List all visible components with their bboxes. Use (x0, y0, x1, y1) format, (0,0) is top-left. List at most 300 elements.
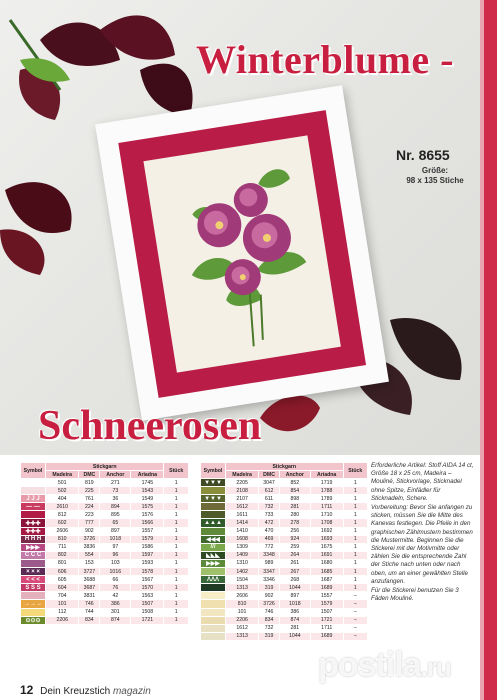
table-row (21, 511, 189, 519)
table-row (201, 535, 368, 543)
cell-stueck: 1 (164, 584, 189, 592)
symbol-swatch (201, 568, 226, 576)
cell-stueck: 1 (343, 543, 367, 551)
cell-stueck: 1 (164, 487, 189, 495)
cell-ariadna: 1691 (310, 551, 343, 559)
cell-dmc: 732 (259, 503, 280, 511)
cell-stueck: 1 (164, 568, 189, 576)
col-ariadna: Ariadna (310, 471, 343, 479)
table-row (201, 495, 368, 503)
symbol-swatch (201, 487, 226, 495)
table-row (21, 487, 189, 495)
title-winterblume: Winterblume - (196, 37, 454, 82)
cell-anchor: 267 (279, 568, 310, 576)
col-group-stickgarn: Stickgarn (226, 463, 344, 471)
cell-madeira: 1608 (226, 535, 259, 543)
cell-ariadna: 1579 (131, 535, 164, 543)
table-row (21, 592, 189, 600)
cell-stueck: 1 (343, 527, 367, 535)
cell-madeira: 602 (46, 519, 79, 527)
cell-dmc: 3726 (259, 600, 280, 608)
thread-table-right (200, 462, 368, 641)
cell-ariadna: 1597 (131, 551, 164, 559)
symbol-swatch (201, 584, 226, 592)
table-row (201, 576, 368, 584)
cell-ariadna: 1689 (310, 632, 343, 640)
cell-madeira: 704 (46, 592, 79, 600)
cell-dmc: 554 (79, 551, 100, 559)
symbol-swatch: S S S (21, 584, 46, 592)
cell-stueck: 1 (343, 584, 367, 592)
cell-stueck: 1 (164, 616, 189, 624)
cell-ariadna: 1567 (131, 576, 164, 584)
table-row (201, 559, 368, 567)
cell-dmc: 224 (79, 503, 100, 511)
pattern-size (400, 166, 470, 186)
table-row (21, 503, 189, 511)
cell-dmc: 772 (259, 543, 280, 551)
cell-madeira: 2606 (46, 527, 79, 535)
cell-anchor: 281 (279, 624, 310, 632)
symbol-swatch: — — (21, 503, 46, 511)
symbol-swatch: ▼▼▼ (201, 495, 226, 503)
cell-madeira: 711 (46, 543, 79, 551)
cell-dmc: 3687 (79, 584, 100, 592)
cell-anchor: 924 (279, 535, 310, 543)
cell-ariadna: 1721 (131, 616, 164, 624)
cell-madeira: 606 (46, 568, 79, 576)
cell-madeira: 1414 (226, 519, 259, 527)
cell-dmc: 3726 (79, 535, 100, 543)
cell-madeira: 2206 (226, 616, 259, 624)
cell-dmc: 902 (259, 592, 280, 600)
instructions-threads: Für die Stickerei benutzen Sie 3 Fäden Mouliné. (371, 587, 459, 603)
cell-madeira: 604 (46, 584, 79, 592)
table-row (201, 600, 368, 608)
cell-anchor: 301 (100, 608, 131, 616)
pattern-size-label: Größe: (421, 166, 449, 175)
col-dmc: DMC (79, 471, 100, 479)
cell-dmc: 319 (259, 584, 280, 592)
symbol-swatch (21, 559, 46, 567)
cell-madeira: 802 (46, 551, 79, 559)
instructions-materials: Erforderliche Artikel: Stoff AIDA 14 ct, Größe 18 x 25 cm, Madeira – Mouliné, Stickvorlage, Sticknadel ohne Spitze, Einfädler für Sticknadeln, Schere. (371, 462, 474, 502)
cell-anchor: 261 (279, 559, 310, 567)
table-row (21, 543, 189, 551)
cell-dmc: 469 (259, 535, 280, 543)
col-ariadna: Ariadna (131, 471, 164, 479)
col-dmc: DMC (259, 471, 280, 479)
cell-ariadna: 1579 (310, 600, 343, 608)
cell-ariadna: 1719 (310, 479, 343, 487)
symbol-swatch (21, 511, 46, 519)
cell-anchor: 256 (279, 527, 310, 535)
instructions-preparation: Vorbereitung: Bevor Sie anfangen zu sticken, müssen Sie die Mitte des Kanevas festlegen. Die Pfeile in den graphischen Zählmustern bestimmen die Mustermitte. Beginnen Sie die Stickerei mit der Motivmitte oder zählen Sie die entsprechende Zahl der Stiche nach unten oder nach oben, um an einer gewählten Stelle anzufangen. (371, 504, 473, 585)
page-edge-tab (480, 0, 497, 700)
col-group-stickgarn: Stickgarn (46, 463, 164, 471)
cell-madeira: 1309 (226, 543, 259, 551)
symbol-swatch: ✚✚✚ (21, 527, 46, 535)
cell-ariadna: 1586 (131, 543, 164, 551)
table-row (201, 584, 368, 592)
table-row (201, 592, 368, 600)
symbol-swatch (21, 487, 46, 495)
cell-ariadna: 1549 (131, 495, 164, 503)
table-row (201, 519, 368, 527)
cell-stueck: – (343, 616, 367, 624)
symbol-swatch (201, 632, 226, 640)
symbol-swatch (201, 608, 226, 616)
page-number: 12 (20, 683, 34, 697)
cell-madeira: 1313 (226, 584, 259, 592)
cell-dmc: 834 (259, 616, 280, 624)
cell-stueck: – (343, 600, 367, 608)
symbol-swatch: ▶▶▶ (201, 559, 226, 567)
cell-dmc: 3047 (259, 479, 280, 487)
cell-ariadna: 1578 (131, 568, 164, 576)
cell-ariadna: 1692 (310, 527, 343, 535)
cell-dmc: 612 (259, 487, 280, 495)
symbol-swatch: × × × (21, 568, 46, 576)
cell-anchor: 280 (279, 511, 310, 519)
page-footer (20, 683, 151, 697)
magazine-name: Dein Kreuzstich (40, 686, 111, 697)
cell-dmc: 732 (259, 624, 280, 632)
symbol-swatch (201, 527, 226, 535)
cell-anchor: 854 (279, 487, 310, 495)
symbol-swatch: · · (21, 479, 46, 487)
cell-stueck: 1 (343, 503, 367, 511)
cell-anchor: 1018 (100, 535, 131, 543)
table-row (21, 576, 189, 584)
cell-dmc: 153 (79, 559, 100, 567)
cell-anchor: 73 (100, 487, 131, 495)
col-symbol: Symbol (21, 463, 46, 479)
symbol-swatch: ⊙⊙⊙ (21, 616, 46, 624)
cell-madeira: 2206 (46, 616, 79, 624)
cell-madeira: 112 (46, 608, 79, 616)
cell-madeira: 101 (226, 608, 259, 616)
col-anchor: Anchor (100, 471, 131, 479)
cell-ariadna: 1563 (131, 592, 164, 600)
table-row (201, 551, 368, 559)
cell-madeira: 801 (46, 559, 79, 567)
symbol-swatch: ◀◀◀ (201, 535, 226, 543)
cell-stueck: 1 (164, 511, 189, 519)
table-row (21, 495, 189, 503)
cell-dmc: 319 (259, 632, 280, 640)
symbol-swatch (201, 600, 226, 608)
cell-stueck: 1 (164, 592, 189, 600)
table-row (21, 479, 189, 487)
cell-stueck: 1 (343, 511, 367, 519)
table-row (201, 632, 368, 640)
cell-stueck: 1 (164, 519, 189, 527)
table-row (21, 527, 189, 535)
watermark (318, 646, 451, 685)
table-row (21, 559, 189, 567)
cell-stueck: 1 (343, 479, 367, 487)
embroidery-canvas (143, 135, 340, 372)
symbol-swatch: ▼▼▼ (201, 479, 226, 487)
thread-table-left (20, 462, 189, 625)
cell-stueck: 1 (164, 527, 189, 535)
cell-madeira: 810 (226, 600, 259, 608)
cell-madeira: 1410 (226, 527, 259, 535)
symbol-swatch (21, 608, 46, 616)
table-row (201, 503, 368, 511)
page-edge-strip (480, 0, 484, 700)
cell-anchor: 1018 (279, 600, 310, 608)
cell-dmc: 223 (79, 511, 100, 519)
cell-dmc: 902 (79, 527, 100, 535)
cell-madeira: 812 (46, 511, 79, 519)
cell-ariadna: 1507 (310, 608, 343, 616)
symbol-swatch: /// (201, 543, 226, 551)
cell-anchor: 268 (279, 576, 310, 584)
symbol-swatch: →→→ (21, 600, 46, 608)
cell-anchor: 103 (100, 559, 131, 567)
cell-anchor: 278 (279, 519, 310, 527)
cell-madeira: 2108 (226, 487, 259, 495)
symbol-swatch (201, 503, 226, 511)
cell-anchor: 97 (100, 543, 131, 551)
cell-anchor: 66 (100, 576, 131, 584)
table-row (201, 616, 368, 624)
cell-ariadna: 1711 (310, 624, 343, 632)
cell-stueck: 1 (343, 519, 367, 527)
cell-ariadna: 1789 (310, 495, 343, 503)
symbol-swatch: ΛΛΛ (201, 576, 226, 584)
cell-dmc: 611 (259, 495, 280, 503)
cell-stueck: – (343, 632, 367, 640)
cell-ariadna: 1710 (310, 511, 343, 519)
cell-stueck: 1 (343, 576, 367, 584)
table-row (21, 568, 189, 576)
magazine-suffix: magazin (112, 686, 151, 697)
table-row (201, 479, 368, 487)
symbol-swatch (201, 616, 226, 624)
cell-madeira: 2606 (226, 592, 259, 600)
pattern-size-value: 98 x 135 Stiche (406, 176, 464, 185)
cell-anchor: 96 (100, 551, 131, 559)
watermark-text: postila (318, 646, 421, 684)
cell-madeira: 502 (46, 487, 79, 495)
cell-ariadna: 1575 (131, 503, 164, 511)
cell-anchor: 386 (100, 600, 131, 608)
cell-anchor: 76 (100, 584, 131, 592)
cell-stueck: 1 (343, 559, 367, 567)
cell-dmc: 746 (259, 608, 280, 616)
cell-stueck: – (343, 608, 367, 616)
cell-madeira: 1612 (226, 503, 259, 511)
cell-anchor: 894 (100, 503, 131, 511)
cell-anchor: 852 (279, 479, 310, 487)
cell-stueck: 1 (164, 608, 189, 616)
cell-stueck: 1 (164, 600, 189, 608)
cell-stueck: 1 (164, 535, 189, 543)
cell-ariadna: 1788 (310, 487, 343, 495)
cell-madeira: 1310 (226, 559, 259, 567)
col-anchor: Anchor (279, 471, 310, 479)
cell-madeira: 1402 (226, 568, 259, 576)
cell-ariadna: 1675 (310, 543, 343, 551)
table-row (21, 535, 189, 543)
table-row (21, 600, 189, 608)
table-row (201, 487, 368, 495)
cell-anchor: 271 (100, 479, 131, 487)
pattern-number: Nr. 8655 (396, 147, 450, 163)
table-row (201, 624, 368, 632)
table-row (21, 584, 189, 592)
cell-anchor: 874 (100, 616, 131, 624)
cell-dmc: 777 (79, 519, 100, 527)
cell-dmc: 3688 (79, 576, 100, 584)
cell-anchor: 36 (100, 495, 131, 503)
symbol-swatch: ▶▶▶ (21, 543, 46, 551)
title-schneerosen: Schneerosen (38, 403, 262, 449)
cell-dmc: 744 (79, 608, 100, 616)
symbol-swatch: ✚✚✚ (21, 519, 46, 527)
cell-stueck: 1 (164, 503, 189, 511)
symbol-swatch (201, 592, 226, 600)
table-row (21, 616, 189, 624)
cell-ariadna: 1689 (310, 584, 343, 592)
cell-madeira: 1504 (226, 576, 259, 584)
cell-madeira: 101 (46, 600, 79, 608)
cell-madeira: 1612 (226, 624, 259, 632)
cell-madeira: 2610 (46, 503, 79, 511)
cell-stueck: 1 (343, 487, 367, 495)
table-row (21, 608, 189, 616)
symbol-swatch: < < < (21, 576, 46, 584)
table-row (201, 511, 368, 519)
cell-anchor: 1044 (279, 584, 310, 592)
col-madeira: Madeira (46, 471, 79, 479)
cell-anchor: 386 (279, 608, 310, 616)
cell-dmc: 746 (79, 600, 100, 608)
cell-madeira: 2205 (226, 479, 259, 487)
cell-ariadna: 1711 (310, 503, 343, 511)
cell-dmc: 225 (79, 487, 100, 495)
hellebore-flower-icon (143, 135, 340, 372)
cell-madeira: 501 (46, 479, 79, 487)
cell-ariadna: 1687 (310, 576, 343, 584)
symbol-swatch: ▲▲▲ (201, 519, 226, 527)
cell-dmc: 3831 (79, 592, 100, 600)
cell-dmc: 3727 (79, 568, 100, 576)
cell-madeira: 1409 (226, 551, 259, 559)
cell-stueck: 1 (164, 495, 189, 503)
cell-dmc: 3836 (79, 543, 100, 551)
cell-ariadna: 1557 (310, 592, 343, 600)
cell-ariadna: 1566 (131, 519, 164, 527)
cell-madeira: 810 (46, 535, 79, 543)
cell-madeira: 1313 (226, 632, 259, 640)
watermark-suffix: .ru (420, 652, 451, 682)
cell-ariadna: 1721 (310, 616, 343, 624)
symbol-swatch: J J J (21, 495, 46, 503)
cell-madeira: 404 (46, 495, 79, 503)
cell-dmc: 3346 (259, 576, 280, 584)
cell-dmc: 819 (79, 479, 100, 487)
symbol-swatch: ◣◣◣ (201, 551, 226, 559)
col-madeira: Madeira (226, 471, 259, 479)
cell-anchor: 898 (279, 495, 310, 503)
cell-dmc: 472 (259, 519, 280, 527)
cell-dmc: 761 (79, 495, 100, 503)
cell-anchor: 895 (100, 511, 131, 519)
table-row (21, 551, 189, 559)
table-row (201, 543, 368, 551)
cell-anchor: 65 (100, 519, 131, 527)
cell-stueck: 1 (343, 551, 367, 559)
cell-stueck: – (343, 592, 367, 600)
decorative-leaves-left-icon (0, 170, 90, 280)
instructions (371, 462, 475, 604)
symbol-swatch: H H H (21, 535, 46, 543)
cell-dmc: 470 (259, 527, 280, 535)
col-stueck: Stück (343, 463, 367, 479)
cell-ariadna: 1693 (310, 535, 343, 543)
cell-stueck: 1 (343, 568, 367, 576)
cell-madeira: 2107 (226, 495, 259, 503)
cell-ariadna: 1680 (310, 559, 343, 567)
cell-ariadna: 1685 (310, 568, 343, 576)
cell-ariadna: 1745 (131, 479, 164, 487)
cell-anchor: 259 (279, 543, 310, 551)
cell-stueck: 1 (164, 576, 189, 584)
cell-ariadna: 1576 (131, 511, 164, 519)
cell-stueck: 1 (164, 479, 189, 487)
cell-anchor: 874 (279, 616, 310, 624)
cell-ariadna: 1508 (131, 608, 164, 616)
table-row (21, 519, 189, 527)
cell-anchor: 264 (279, 551, 310, 559)
symbol-swatch (201, 624, 226, 632)
cell-dmc: 3348 (259, 551, 280, 559)
col-stueck: Stück (164, 463, 189, 479)
cell-anchor: 897 (100, 527, 131, 535)
cell-stueck: 1 (343, 535, 367, 543)
cell-dmc: 834 (79, 616, 100, 624)
cell-stueck: – (343, 624, 367, 632)
cell-ariadna: 1543 (131, 487, 164, 495)
cell-stueck: 1 (164, 559, 189, 567)
cell-madeira: 605 (46, 576, 79, 584)
cell-anchor: 897 (279, 592, 310, 600)
cell-stueck: 1 (164, 551, 189, 559)
cell-dmc: 733 (259, 511, 280, 519)
cell-ariadna: 1570 (131, 584, 164, 592)
col-symbol: Symbol (201, 463, 226, 479)
cell-madeira: 1611 (226, 511, 259, 519)
symbol-swatch: C C C (21, 551, 46, 559)
cell-ariadna: 1593 (131, 559, 164, 567)
symbol-swatch (21, 592, 46, 600)
table-row (201, 608, 368, 616)
cell-anchor: 1016 (100, 568, 131, 576)
cell-stueck: 1 (164, 543, 189, 551)
cell-ariadna: 1557 (131, 527, 164, 535)
cell-ariadna: 1507 (131, 600, 164, 608)
cell-dmc: 989 (259, 559, 280, 567)
cell-ariadna: 1708 (310, 519, 343, 527)
table-row (201, 527, 368, 535)
greeting-card (95, 85, 389, 420)
cell-stueck: 1 (343, 495, 367, 503)
cell-dmc: 3347 (259, 568, 280, 576)
